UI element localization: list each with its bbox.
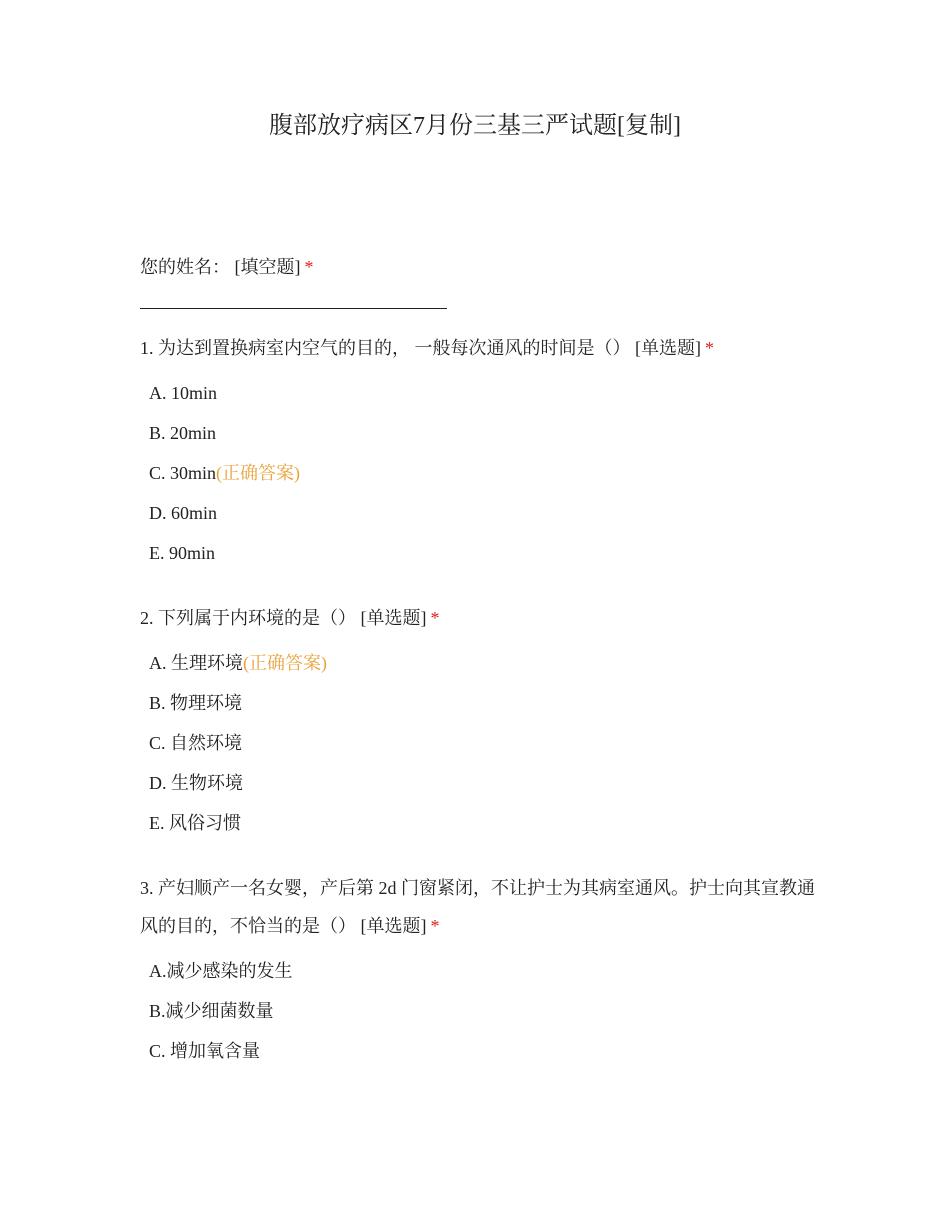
answer-option[interactable] xyxy=(149,373,820,413)
option-list xyxy=(140,951,820,1071)
answer-option[interactable] xyxy=(149,413,820,453)
question-stem xyxy=(140,869,820,945)
option-text: E. 90min xyxy=(149,543,215,563)
option-text: B.减少细菌数量 xyxy=(149,1001,274,1021)
required-mark: * xyxy=(430,916,440,936)
answer-option[interactable] xyxy=(149,723,820,763)
question-stem xyxy=(140,599,820,637)
required-mark: * xyxy=(304,257,314,277)
question-type-tag: [单选题] xyxy=(360,608,427,628)
question-3 xyxy=(140,869,820,1071)
option-text: C. 30min xyxy=(149,463,217,483)
answer-option[interactable] xyxy=(149,493,820,533)
answer-option[interactable] xyxy=(149,763,820,803)
question-2 xyxy=(140,599,820,843)
required-mark: * xyxy=(430,608,440,628)
name-question xyxy=(140,248,820,309)
answer-option[interactable] xyxy=(149,991,820,1031)
answer-option[interactable] xyxy=(149,453,820,493)
answer-option[interactable] xyxy=(149,533,820,573)
answer-option[interactable] xyxy=(149,643,820,683)
question-stem xyxy=(140,329,820,367)
question-list xyxy=(140,329,820,1071)
required-mark: * xyxy=(705,338,714,358)
option-text: C. 自然环境 xyxy=(149,733,243,753)
option-text: B. 物理环境 xyxy=(149,693,243,713)
question-type-tag: [填空题] xyxy=(234,257,301,277)
option-text: A. 生理环境 xyxy=(149,653,243,673)
option-list xyxy=(140,643,820,843)
question-text: 1. 为达到置换病室内空气的目的， 一般每次通风的时间是（） xyxy=(140,338,631,358)
name-label: 您的姓名： xyxy=(140,257,230,277)
option-text: B. 20min xyxy=(149,423,217,443)
name-answer-blank[interactable] xyxy=(140,308,447,309)
option-text: E. 风俗习惯 xyxy=(149,813,241,833)
option-text: A. 10min xyxy=(149,383,218,403)
question-type-tag: [单选题] xyxy=(635,338,701,358)
option-text: D. 60min xyxy=(149,503,218,523)
page-title: 腹部放疗病区7月份三基三严试题[复制] xyxy=(269,113,681,139)
option-list xyxy=(140,373,820,573)
name-question-stem xyxy=(140,248,820,286)
answer-option[interactable] xyxy=(149,951,820,991)
answer-option[interactable] xyxy=(149,803,820,843)
option-text: A.减少感染的发生 xyxy=(149,961,293,981)
answer-option[interactable] xyxy=(149,683,820,723)
option-text: D. 生物环境 xyxy=(149,773,243,793)
question-text: 2. 下列属于内环境的是（） xyxy=(140,608,356,628)
answer-option[interactable] xyxy=(149,1031,820,1071)
question-1 xyxy=(140,329,820,573)
option-text: C. 增加氧含量 xyxy=(149,1041,261,1061)
correct-answer-label: (正确答案) xyxy=(243,653,327,673)
question-type-tag: [单选题] xyxy=(360,916,427,936)
correct-answer-label: (正确答案) xyxy=(216,463,301,483)
survey-content xyxy=(140,248,820,1097)
question-text: 3. 产妇顺产一名女婴，产后第 2d 门窗紧闭，不让护士为其病室通风。护士向其宣教通风的目的，不恰当的是（） xyxy=(140,878,815,936)
